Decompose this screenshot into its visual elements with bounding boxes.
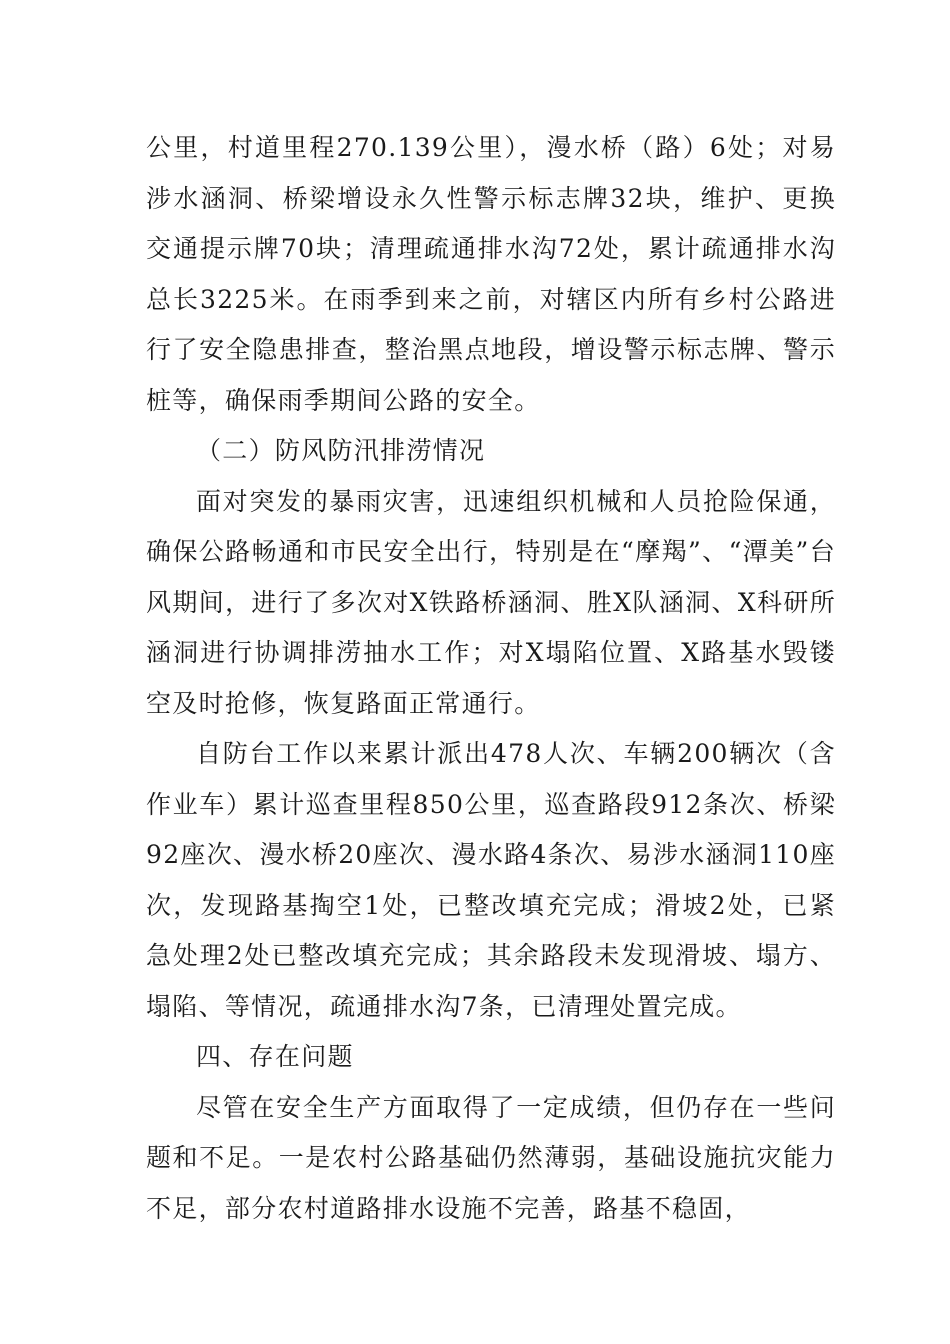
paragraph-typhoon-statistics: 自防台工作以来累计派出478人次、车辆200辆次（含作业车）累计巡查里程850公里，巡查路段912条次、桥梁92座次、漫水桥20座次、漫水路4条次、易涉水涵洞110座次，发现路基掏空1处，已整改填充完成；滑坡2处，已紧急处理2处已整改填充完成；其余路段未发现滑坡、塌方、塌陷、等情况，疏通排水沟7条，已清理处置完成。 (146, 739, 836, 1021)
paragraph-storm-response: 面对突发的暴雨灾害，迅速组织机械和人员抢险保通，确保公路畅通和市民安全出行，特别是在“摩羯”、“潭美”台风期间，进行了多次对X铁路桥涵洞、胜X队涵洞、X科研所涵洞进行协调排涝抽水工作；对X塌陷位置、X路基水毁镂空及时抢修，恢复路面正常通行。 (146, 486, 836, 718)
paragraph-road-maintenance: 公里，村道里程270.139公里），漫水桥（路）6处；对易涉水涵洞、桥梁增设永久性警示标志牌32块，维护、更换交通提示牌70块；清理疏通排水沟72处，累计疏通排水沟总长3225米。在雨季到来之前，对辖区内所有乡村公路进行了安全隐患排查，整治黑点地段，增设警示标志牌、警示桩等，确保雨季期间公路的安全。 (146, 133, 836, 415)
section-heading-flood-control: （二）防风防汛排涝情况 (196, 436, 486, 465)
document-body (146, 123, 836, 1234)
section-heading-problems: 四、存在问题 (196, 1042, 354, 1071)
paragraph-problems: 尽管在安全生产方面取得了一定成绩，但仍存在一些问题和不足。一是农村公路基础仍然薄弱，基础设施抗灾能力不足，部分农村道路排水设施不完善，路基不稳固， (146, 1092, 836, 1223)
